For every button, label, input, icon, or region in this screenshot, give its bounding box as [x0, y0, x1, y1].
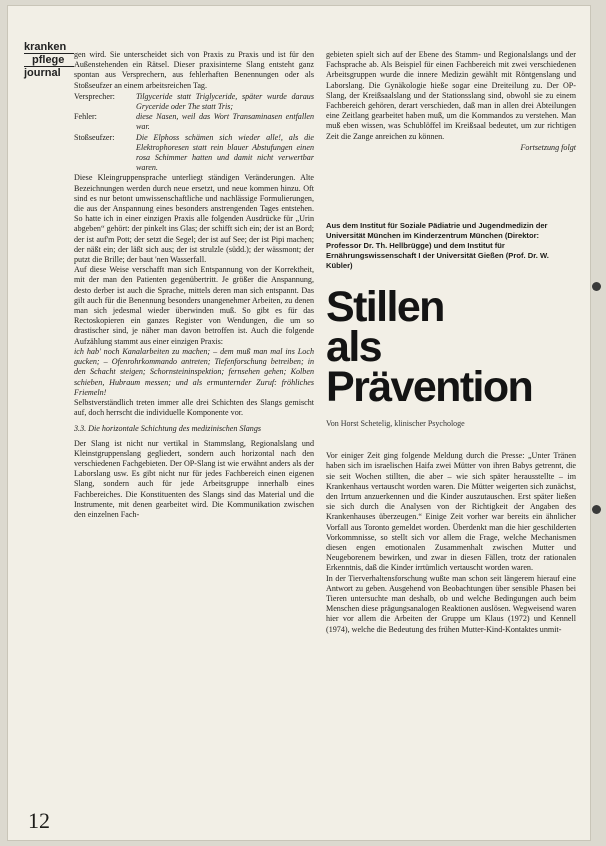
article-headline [326, 283, 576, 412]
term-definition: diese Nasen, weil das Wort Transaminasen entfallen war. [136, 112, 314, 132]
headline-line-1: Stillen [326, 283, 444, 332]
paragraph: Selbstverständlich treten immer alle drei Schichten des Slangs gemischt auf, doch herrscht die individuelle Komponente vor. [74, 397, 314, 418]
page-number: 12 [28, 808, 50, 833]
punch-hole-bottom [592, 505, 602, 515]
term-definition: Die Elphoss schämen sich wieder alle!, als die Elektrophoresen statt rein blauer Abstufungen einen rosa Schimmer hatten und damit nicht verwertbar waren. [136, 132, 314, 173]
paragraph: gen wird. Sie unterscheidet sich von Praxis zu Praxis und ist für den Außenstehenden ein Rätsel. Dieser praxisinterne Slang entsteht ganz spontan aus Versprechern, aus fehlerhaften Benennungen oder als Stoßseufzer an einem arbeitsreichen Tag. [74, 50, 314, 90]
logo-line-2: pflege [32, 54, 65, 66]
term-list [74, 92, 314, 174]
paragraph: Der Slang ist nicht nur vertikal in Stammslang, Regionalslang und Kleinstgruppenslang gegliedert, sondern auch horizontal nach den verschiedenen Fachgebieten. Der OP-Slang ist wie erwähnt anders als der Laborslang usw. Es gibt nicht nur für jedes Fachbereich einen eigenen Slang, sondern auch für jede Arbeitsgruppe innerhalb eines Fachbereiches. Die Konstituenten des Slangs sind das Material und die Instrumente, mit denen gearbeitet wird. Die Kommunikation zwischen den einzelnen Fach- [74, 438, 314, 519]
punch-hole-top [592, 282, 602, 292]
journal-logo [24, 42, 76, 78]
term-label: Versprecher: [74, 91, 115, 101]
headline-line-2: als Prävention [326, 323, 533, 412]
paragraph: In der Tierverhaltensforschung wußte man schon seit längerem hierauf eine Antwort zu geben. Ausgehend von Beobachtungen über sensible Phasen bei Tieren untersuchte man deshalb, ob und welche Bedingungen auch beim Menschen diese prägungsanalogen Reaktionen auslösen. Wegweisend waren hier vor allem die Arbeiten der Gruppe um Klaus (1972) und Kennell (1974), welche die Bedeutung des frühen Mutter-Kind-Kontaktes unmit- [326, 573, 576, 634]
term-label: Stoßseufzer: [74, 132, 115, 142]
left-column [74, 50, 314, 520]
section-heading: 3.3. Die horizontale Schichtung des medizinischen Slangs [74, 424, 262, 434]
logo-line-3: journal [24, 67, 61, 79]
paragraph: Vor einiger Zeit ging folgende Meldung durch die Presse: „Unter Tränen haben sich im israelischen Haifa zwei Mütter von ihren Babys getrennt, die sie seit Wochen stillten, die aber – wie sich später herausstellte – im Krankenhaus vertauscht worden waren. Die Mütter weigerten sich zunächst, den Irrtum anzuerkennen und die Kinder auszutauschen. Erst später ließen sie sich durch die Analysen von der Richtigkeit der Angaben des Krankenhauses überzeugen.“ Einige Zeit vorher war bereits ein ähnlicher Vorfall aus Toronto gemeldet worden. Überdenkt man die hier geschilderten Vorkommnisse, so stellt sich vor allem die Frage, welche Mechanismen diesen engen emotionalen Zusammenhalt zwischen Mutter und Neugeborenem bewirken, und zwar in diesen Fällen, trotz der rationalen Erkenntnis, daß die Kinder irrtümlich vertauscht worden waren. [326, 451, 576, 573]
institute-credit: Aus dem Institut für Soziale Pädiatrie und Jugendmedizin der Universität München im Kinderzentrum München (Direktor: Professor Dr. Th. Hellbrügge) und dem Institut für Ernährungswissenschaft I der Universität Gießen (Prof. Dr. W. Kübler) [326, 221, 549, 271]
term-label: Fehler: [74, 112, 97, 122]
logo-line-1: kranken [24, 41, 67, 53]
paragraph: Auf diese Weise verschafft man sich Entspannung von der Korrektheit, mit der man den Patienten gegenübertritt. Je größer die Anspannung, desto derber ist auch die Sprache, mittels deren man sich entspannt. Das gilt auch für die Benennung besonders unangenehmer Arbeiten, zu denen man sich jedesmal wieder überwinden muß. So gibt es für das Rectoskopieren ein ganzes Register von Wendungen, die um so drastischer sind, je näher man davon betroffen ist. Auch die folgende Aufzählung stammt aus einer einzigen Praxis: [74, 265, 314, 346]
paragraph: gebieten spielt sich auf der Ebene des Stamm- und Regionalslangs und der Fachsprache ab. Als Beispiel für einen Fachbereich mit zwei verschiedenen Arbeitsgruppen wurde die innere Medizin gewählt mit Röntgenslang und Laborslang. Die Gynäkologie hieße sogar eine Dreiteilung zu. Der OP-Slang, der Kreißsaalslang und der Stationsslang sind, obwohl sie zu einem Fachbereich gehören, derart verschieden, daß man in allen drei Abteilungen eine Zeitlang gearbeitet haben muß, um die Kommandos zu verstehen. Man muß eben wissen, was Schublöffel im Kreißsaal bedeutet, um zur richtigen Zeit die Zange anreichen zu können. [326, 50, 576, 141]
continuation-note: Fortsetzung folgt [520, 142, 576, 152]
right-column [326, 50, 576, 635]
journal-page [8, 6, 590, 840]
quote-paragraph: ich hab' noch Kanalarbeiten zu machen; – dem muß man mal ins Loch gucken; – Ofenrohrkommando antreten; Tiefenforschung betreiben; in den Schacht steigen; Schornsteininspektion; fernsehen gehen; Kolben schieben, Hubraum messen; und als ermunternder Zuruf: fröhliches Friemeln! [74, 346, 314, 397]
term-definition: Tilgyceride statt Triglyceride, später wurde daraus Gryceride oder The statt Tris; [136, 91, 314, 112]
author-byline: Von Horst Schetelig, klinischer Psychologe [326, 419, 465, 429]
paragraph: Diese Kleingruppensprache unterliegt ständigen Veränderungen. Alte Bezeichnungen werden durch neue ersetzt, und neue kommen hinzu. Oft sind es nur betont umwissenschaftliche und nachlässige Formulierungen, die aus der Anspannung eines besonders anstrengenden Tages entstehen. So hatte ich in einer einzigen Praxis alle folgenden Ausdrücke für „Urin abgeben“ gehört: der pinkelt ins Glas; der schifft sich ein; der ist an Bord; der ist auf'm Pott; der setzt die Segel; der ist auf See; der ist Pipi machen; der näßt ein; der läßt sich aus; der ist strulzle (südd.); der wässmont; der putzt die Brille; der baut 'nen Wasserfall. [74, 173, 314, 265]
